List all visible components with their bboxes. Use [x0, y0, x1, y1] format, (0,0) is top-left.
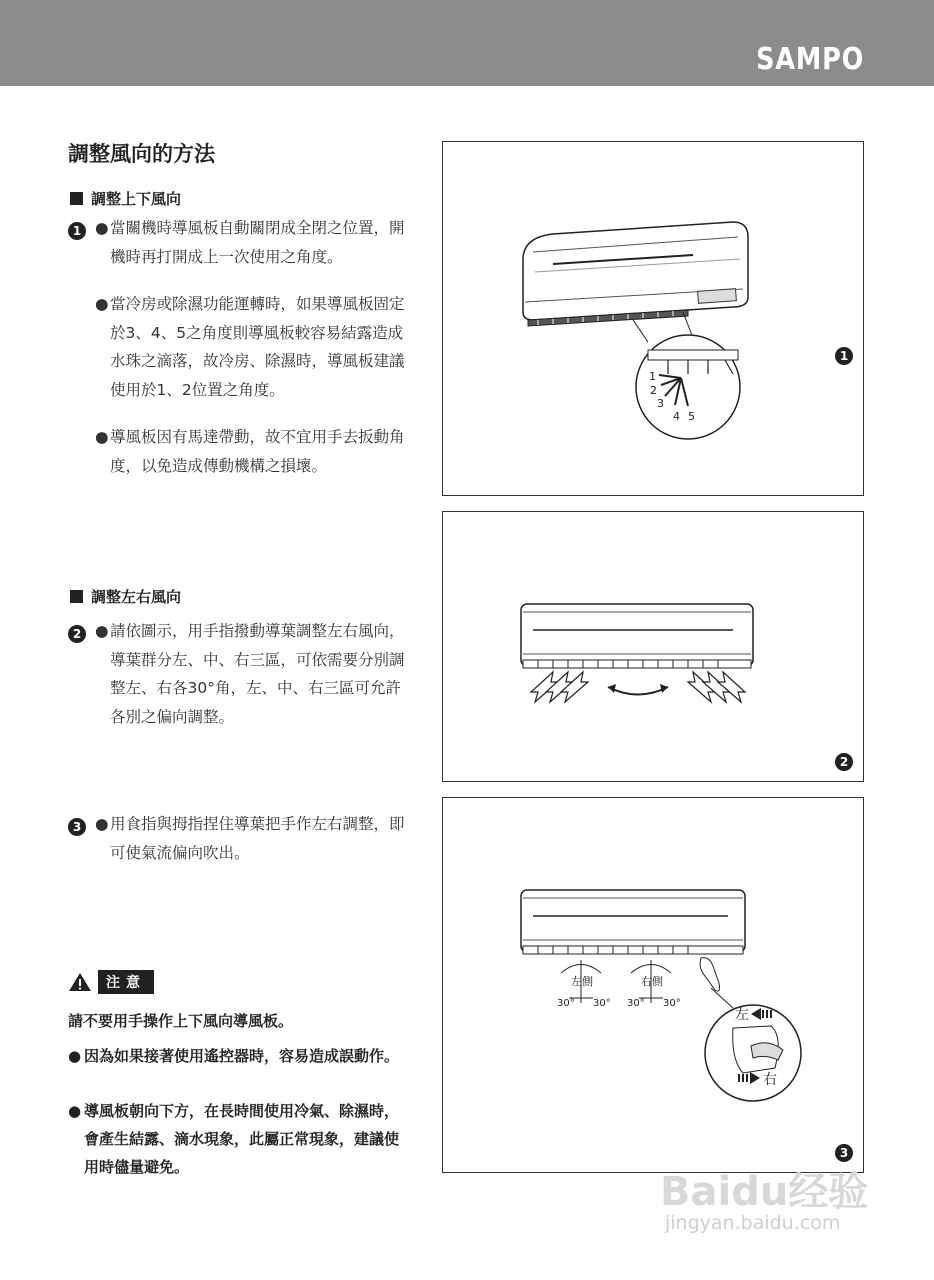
step-number-badge: 1	[68, 222, 86, 240]
square-bullet-icon	[70, 192, 83, 205]
right-zone-label: 右側	[641, 975, 663, 988]
figure-number-badge: 1	[835, 347, 853, 365]
watermark-logo: Baidu经验	[660, 1169, 869, 1215]
brand-logo: SAMPO	[755, 42, 864, 77]
square-bullet-icon	[70, 590, 83, 603]
section-heading-text: 調整左右風向	[91, 588, 182, 606]
hand-right-label: 右	[763, 1072, 777, 1088]
section-heading-vertical	[70, 188, 181, 209]
list-item: ● 請依圖示，用手指撥動導葉調整左右風向，導葉群分左、中、右三區，可依需要分別調整左、右各30°角，左、中、右三區可允許各別之偏向調整。	[95, 622, 405, 726]
position-label: 2	[650, 384, 657, 397]
angle-label: 30°	[557, 998, 575, 1009]
section-heading-horizontal	[70, 586, 181, 607]
watermark-url: jingyan.baidu.com	[665, 1212, 841, 1234]
ac-unit-illustration	[443, 142, 863, 495]
figure-number-badge: 3	[835, 1144, 853, 1162]
left-zone-label: 左側	[571, 975, 593, 988]
list-item: ● 當關機時導風板自動關閉成全閉之位置，開機時再打開成上一次使用之角度。	[95, 219, 405, 266]
angle-label: 30°	[593, 998, 611, 1009]
angle-label: 30°	[627, 998, 645, 1009]
position-label: 5	[688, 410, 695, 423]
section-heading-text: 調整上下風向	[91, 190, 182, 208]
angle-label: 30°	[663, 998, 681, 1009]
caution-label: 注意	[98, 970, 154, 994]
position-label: 3	[657, 397, 664, 410]
header-bar	[0, 0, 934, 86]
list-item: ● 導風板因有馬達帶動，故不宜用手去扳動角度，以免造成傳動機構之損壞。	[95, 428, 405, 475]
ac-unit-front-illustration	[443, 512, 863, 781]
figure-panel-hand-adjust	[442, 797, 864, 1173]
position-label: 1	[649, 370, 656, 383]
caution-header	[68, 970, 154, 994]
figure-panel-horizontal-louver	[442, 511, 864, 782]
page-title: 調整風向的方法	[68, 142, 215, 166]
list-item: ● 因為如果接著使用遙控器時，容易造成誤動作。	[68, 1047, 400, 1065]
figure-panel-vertical-louver	[442, 141, 864, 496]
list-item: ● 當冷房或除濕功能運轉時，如果導風板固定於3、4、5之角度則導風板較容易結露造成水珠之滴落，故冷房、除濕時，導風板建議使用於1、2位置之角度。	[95, 295, 405, 399]
hand-left-label: 左	[735, 1007, 749, 1023]
list-item: ● 用食指與拇指捏住導葉把手作左右調整，即可使氣流偏向吹出。	[95, 815, 405, 862]
position-label: 4	[673, 410, 680, 423]
warning-triangle-icon	[68, 972, 92, 992]
figure-number-badge: 2	[835, 753, 853, 771]
step-number-badge: 3	[68, 818, 86, 836]
list-item: ● 導風板朝向下方，在長時間使用冷氣、除濕時，會產生結露、滴水現象，此屬正常現象，建議使用時儘量避免。	[68, 1102, 400, 1176]
caution-intro: 請不要用手操作上下風向導風板。	[68, 1012, 294, 1030]
step-number-badge: 2	[68, 625, 86, 643]
ac-unit-hand-illustration	[443, 798, 863, 1172]
